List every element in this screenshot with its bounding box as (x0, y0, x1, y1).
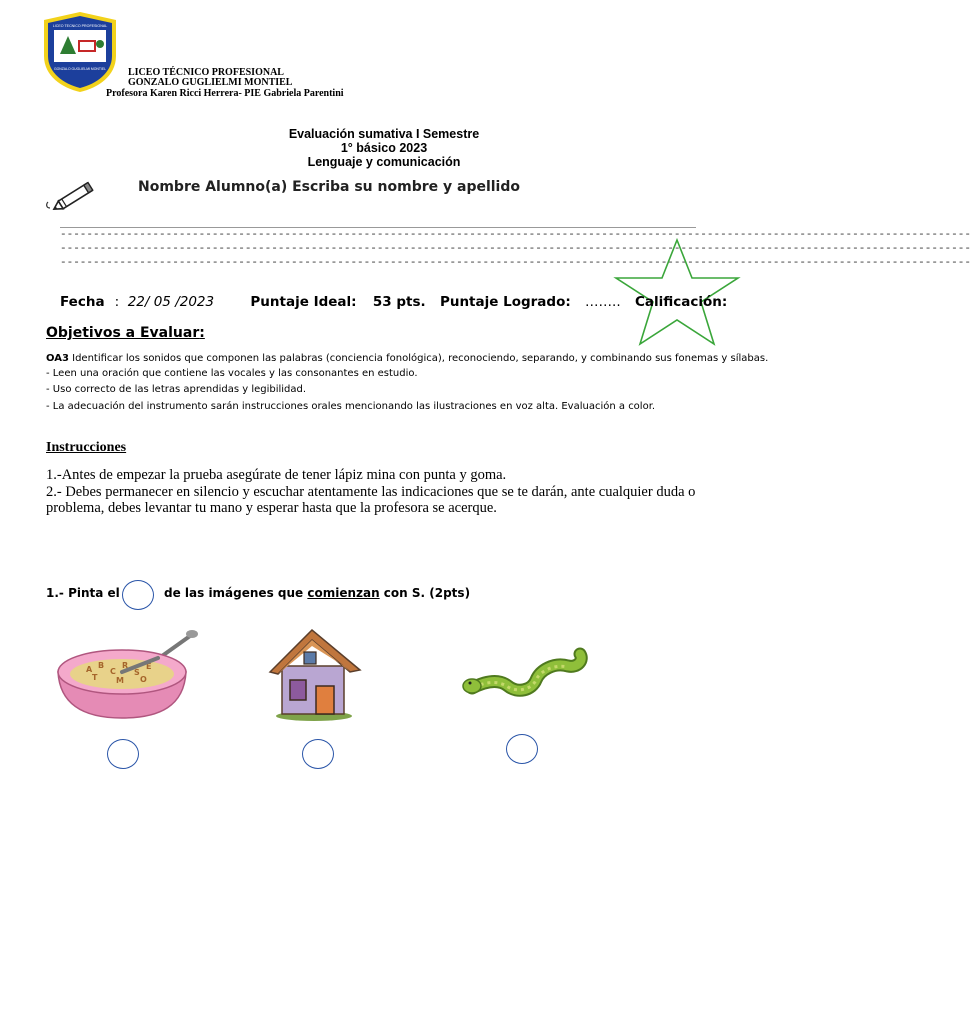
teachers-line: Profesora Karen Ricci Herrera- PIE Gabriela Parentini (106, 88, 344, 99)
objectives-title: Objetivos a Evaluar: (46, 325, 205, 341)
svg-text:S: S (134, 668, 140, 677)
svg-text:E: E (146, 662, 152, 671)
title-line1: Evaluación sumativa I Semestre (288, 127, 480, 141)
title-line2: 1° básico 2023 (340, 141, 428, 155)
title-line3: Lenguaje y comunicación (307, 155, 461, 169)
name-dashed-line: ------------------------------------------------------------------------------------------------------------------------------------------ (60, 257, 971, 269)
question1-instruction: de las imágenes que comienzan con S. (2pts) (164, 586, 471, 600)
objective-oa3: OA3 Identificar los sonidos que componen las palabras (conciencia fonológica), reconociendo, separando, y combinando sus fonemas y sílabas. (46, 353, 769, 364)
objective-item: - Leen una oración que contiene las vocales y las consonantes en estudio. (46, 368, 418, 379)
puntaje-logrado-value: …….. (585, 294, 621, 310)
puntaje-ideal-value: 53 pts. (372, 294, 426, 310)
svg-text:R: R (122, 661, 129, 670)
svg-text:M: M (116, 676, 124, 685)
answer-circle-soup[interactable] (107, 739, 139, 769)
instructions-title: Instrucciones (46, 440, 127, 455)
snake-image (462, 646, 590, 700)
answer-circle-house[interactable] (302, 739, 334, 769)
name-dashed-line: ------------------------------------------------------------------------------------------------------------------------------------------ (60, 229, 971, 241)
score-info-row: Fecha : 22/ 05 /2023 Puntaje Ideal: 53 pts. Puntaje Logrado: …….. Calificación: (60, 294, 728, 310)
name-prompt: Nombre Alumno(a) Escriba su nombre y apellido (138, 179, 520, 195)
objective-item: - La adecuación del instrumento sarán instrucciones orales mencionando las ilustraciones en voz alta. Evaluación a color. (46, 401, 656, 412)
calificacion-label: Calificación: (634, 294, 728, 310)
instruction-item: 1.-Antes de empezar la prueba asegúrate de tener lápiz mina con punta y goma. (46, 467, 507, 483)
school-name-line2: GONZALO GUGLIELMI MONTIEL (128, 77, 293, 88)
svg-text:LICEO TECNICO PROFESIONAL: LICEO TECNICO PROFESIONAL (52, 24, 108, 28)
question1-label: 1.- Pinta el (46, 586, 120, 600)
circle-icon (122, 580, 154, 610)
svg-text:B: B (98, 661, 105, 670)
svg-text:O: O (140, 675, 147, 684)
school-crest-logo (40, 10, 120, 94)
grade-star-icon (614, 238, 740, 348)
puntaje-logrado-label: Puntaje Logrado: (439, 294, 571, 310)
objective-item: - Uso correcto de las letras aprendidas y legibilidad. (46, 384, 307, 395)
answer-circle-snake[interactable] (506, 734, 538, 764)
house-image (264, 626, 368, 722)
soup-bowl-image (52, 628, 198, 720)
svg-text:T: T (92, 673, 98, 682)
name-dashed-line: ------------------------------------------------------------------------------------------------------------------------------------------ (60, 243, 971, 255)
instruction-item: 2.- Debes permanecer en silencio y escuchar atentamente las indicaciones que se te darán, ante cualquier duda o problema, debes levantar tu mano y esperar hasta que la profesora se acerque. (46, 484, 696, 516)
svg-text:C: C (110, 667, 116, 676)
name-writing-line (60, 227, 696, 228)
svg-text:GONZALO GUGLIELMI MONTIEL: GONZALO GUGLIELMI MONTIEL (54, 67, 106, 71)
school-name-line1: LICEO TÉCNICO PROFESIONAL (128, 67, 284, 78)
puntaje-ideal-label: Puntaje Ideal: (250, 294, 357, 310)
pencil-icon (44, 176, 98, 212)
fecha-label: Fecha (60, 294, 105, 310)
svg-text:A: A (86, 665, 93, 674)
fecha-value: 22/ 05 /2023 (127, 294, 215, 310)
